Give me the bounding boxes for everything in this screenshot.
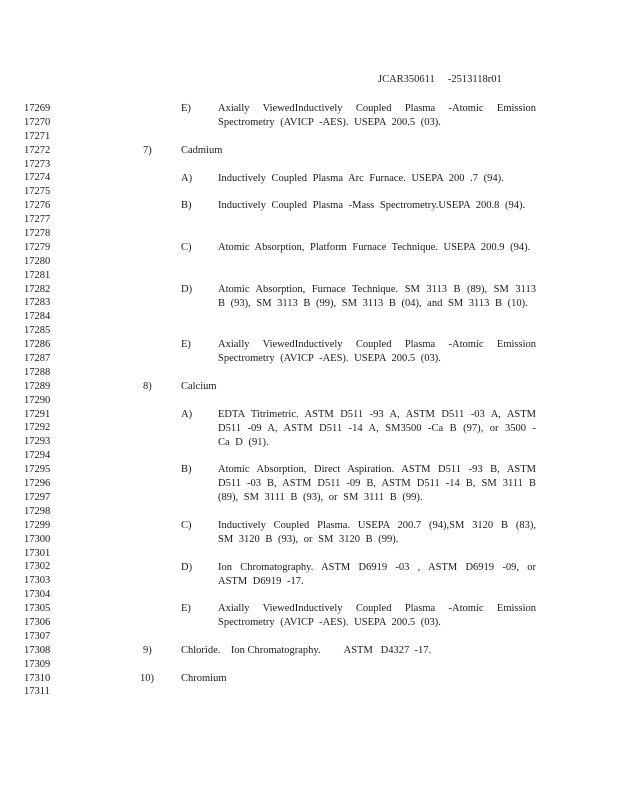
item-text: Atomic Absorption, Direct Aspiration. ASTM D511 -93 B, ASTM D511 -03 B, ASTM D511 -09 B, ASTM D511 -14 B, SM 3111 B (89), SM 3111 B (93), or SM 3111 B (99). [218, 464, 536, 504]
line-number: 17307 [24, 630, 51, 642]
line-number: 17308 [24, 644, 51, 656]
item-letter: A) [181, 408, 193, 420]
line-number: 17295 [24, 464, 51, 476]
section-title: Calcium [181, 381, 217, 392]
line-number: 17269 [24, 103, 51, 114]
line-number: 17294 [24, 450, 51, 462]
line-number: 17283 [24, 297, 51, 309]
line-number: 17304 [24, 589, 51, 601]
section-title: Chromium [181, 672, 227, 684]
item-letter: C) [181, 520, 192, 531]
line-number: 17288 [24, 366, 51, 378]
item-text: Ion Chromatography. ASTM D6919 -03 , ASTM D6919 -09, or ASTM D6919 -17. [218, 561, 536, 587]
item-text: Inductively Coupled Plasma Arc Furnace. USEPA 200 .7 (94). [218, 172, 504, 184]
document-header: JCAR350611 -2513118r01 [378, 74, 502, 85]
line-number: 17286 [24, 339, 51, 351]
line-number: 17275 [24, 186, 51, 198]
line-number: 17277 [24, 214, 51, 226]
section-title: Cadmium [181, 144, 223, 156]
item-text: Inductively Coupled Plasma -Mass Spectrometry.USEPA 200.8 (94). [218, 200, 526, 212]
item-letter: E) [181, 603, 191, 615]
line-number: 17285 [24, 325, 51, 337]
line-number: 17306 [24, 616, 51, 628]
item-letter: D) [181, 561, 193, 573]
item-text: Axially ViewedInductively Coupled Plasma -Atomic Emission Spectrometry (AVICP -AES). USEPA 200.5 (03). [218, 103, 536, 128]
item-text: Atomic Absorption, Platform Furnace Technique. USEPA 200.9 (94). [218, 242, 531, 253]
line-number: 17311 [24, 686, 50, 698]
line-number: 17290 [24, 394, 51, 406]
line-number: 17271 [24, 130, 51, 142]
section-number: 8) [143, 381, 152, 392]
line-number: 17281 [24, 269, 51, 281]
item-text: EDTA Titrimetric. ASTM D511 -93 A, ASTM D511 -03 A, ASTM D511 -09 A, ASTM D511 -14 A, SM3500 -Ca B (97), or 3500 -Ca D (91). [218, 408, 536, 448]
line-number: 17299 [24, 519, 51, 531]
line-number: 17302 [24, 561, 51, 573]
line-number: 17279 [24, 241, 51, 253]
line-number: 17292 [24, 422, 51, 434]
line-number: 17291 [24, 408, 51, 420]
line-number: 17305 [24, 603, 51, 615]
item-letter: D) [181, 283, 193, 295]
item-letter: B) [181, 200, 192, 212]
line-number: 17289 [24, 380, 51, 392]
section-number: 10) [140, 672, 154, 684]
line-number: 17296 [24, 478, 51, 490]
item-text: Axially ViewedInductively Coupled Plasma -Atomic Emission Spectrometry (AVICP -AES). USEPA 200.5 (03). [218, 603, 536, 629]
item-text: Axially ViewedInductively Coupled Plasma -Atomic Emission Spectrometry (AVICP -AES). USEPA 200.5 (03). [218, 339, 536, 365]
line-number: 17273 [24, 158, 51, 170]
line-number: 17300 [24, 533, 51, 545]
line-number: 17278 [24, 228, 51, 240]
line-number: 17309 [24, 658, 51, 670]
item-text: Atomic Absorption, Furnace Technique. SM 3113 B (89), SM 3113 B (93), SM 3113 B (99), SM 3113 B (04), and SM 3113 B (10). [218, 283, 536, 309]
line-number: 17297 [24, 491, 51, 503]
line-number: 17280 [24, 255, 51, 267]
section-number: 9) [143, 645, 152, 657]
line-number: 17287 [24, 353, 51, 365]
item-text: Inductively Coupled Plasma. USEPA 200.7 (94),SM 3120 B (83), SM 3120 B (93), or SM 3120 B (99). [218, 520, 536, 545]
line-number: 17303 [24, 575, 51, 587]
line-number: 17272 [24, 144, 51, 156]
line-number: 17293 [24, 436, 51, 448]
item-letter: E) [181, 103, 191, 114]
item-letter: C) [181, 242, 192, 253]
line-number: 17310 [24, 672, 51, 684]
item-letter: E) [181, 339, 191, 351]
line-number: 17282 [24, 283, 51, 295]
line-number: 17276 [24, 200, 51, 212]
item-letter: B) [181, 464, 192, 476]
line-number-column [24, 102, 64, 699]
line-number: 17274 [24, 172, 51, 184]
line-number: 17284 [24, 311, 51, 323]
line-number: 17298 [24, 505, 51, 517]
line-number: 17270 [24, 116, 51, 128]
section-title: Chloride. Ion Chromatography. ASTM D4327 -17. [181, 645, 432, 657]
item-letter: A) [181, 172, 193, 184]
section-number: 7) [143, 144, 152, 156]
line-number: 17301 [24, 547, 51, 559]
